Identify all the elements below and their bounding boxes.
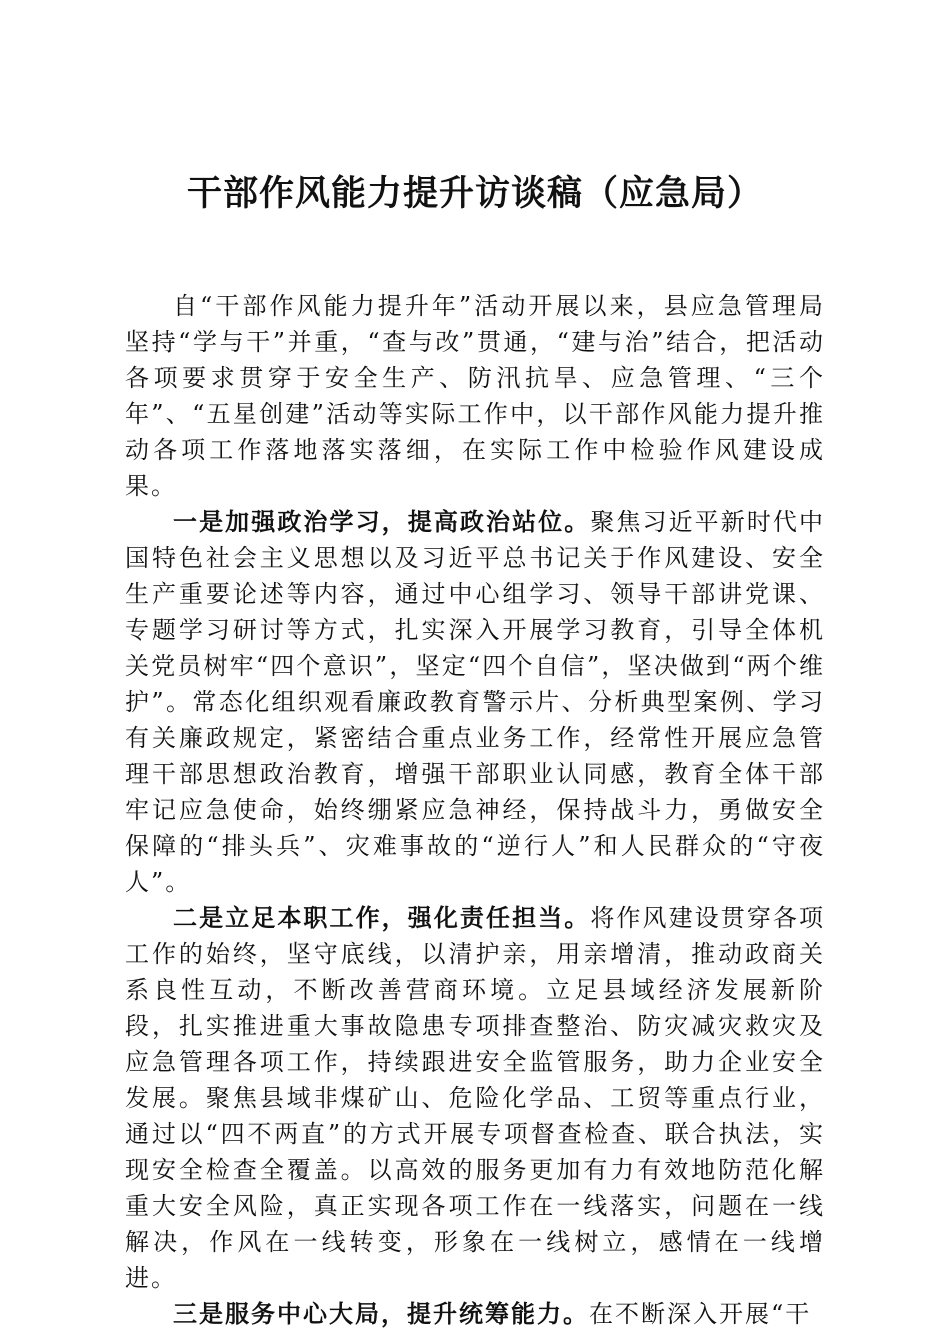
- section-3-paragraph: [125, 1296, 825, 1332]
- section-3-text: 在不断深入开展“干: [589, 1300, 812, 1328]
- section-2-text: 将作风建设贯穿各项工作的始终，坚守底线，以清护亲，用亲增清，推动政商关系良性互动，不断改善营商环境。立足县域经济发展新阶段，扎实推进重大事故隐患专项排查整治、防灾减灾救灾及应急管理各项工作，持续跟进安全监管服务，助力企业安全发展。聚焦县域非煤矿山、危险化学品、工贸等重点行业，通过以“四不两直”的方式开展专项督查检查、联合执法，实现安全检查全覆盖。以高效的服务更加有力有效地防范化解重大安全风险，真正实现各项工作在一线落实，问题在一线解决，作风在一线转变，形象在一线树立，感情在一线增进。: [125, 904, 826, 1292]
- document-title: 干部作风能力提升访谈稿（应急局）: [186, 174, 763, 214]
- section-1-heading: 一是加强政治学习，提高政治站位。: [173, 508, 591, 536]
- section-3-heading: 三是服务中心大局，提升统筹能力。: [173, 1300, 589, 1328]
- intro-paragraph: 自“干部作风能力提升年”活动开展以来，县应急管理局坚持“学与干”并重，“查与改”贯通，“建与治”结合，把活动各项要求贯穿于安全生产、防汛抗旱、应急管理、“三个年”、“五星创建”活动等实际工作中，以干部作风能力提升推动各项工作落地落实落细，在实际工作中检验作风建设成果。: [125, 292, 825, 500]
- section-2-paragraph: [125, 900, 825, 1296]
- section-2-heading: 二是立足本职工作，强化责任担当。: [173, 904, 591, 932]
- section-1-paragraph: [125, 504, 825, 900]
- section-1-text: 聚焦习近平新时代中国特色社会主义思想以及习近平总书记关于作风建设、安全生产重要论述等内容，通过中心组学习、领导干部讲党课、专题学习研讨等方式，扎实深入开展学习教育，引导全体机关党员树牢“四个意识”，坚定“四个自信”，坚决做到“两个维护”。常态化组织观看廉政教育警示片、分析典型案例、学习有关廉政规定，紧密结合重点业务工作，经常性开展应急管理干部思想政治教育，增强干部职业认同感，教育全体干部牢记应急使命，始终绷紧应急神经，保持战斗力，勇做安全保障的“排头兵”、灾难事故的“逆行人”和人民群众的“守夜人”。: [125, 508, 826, 896]
- document-body: [125, 288, 825, 1332]
